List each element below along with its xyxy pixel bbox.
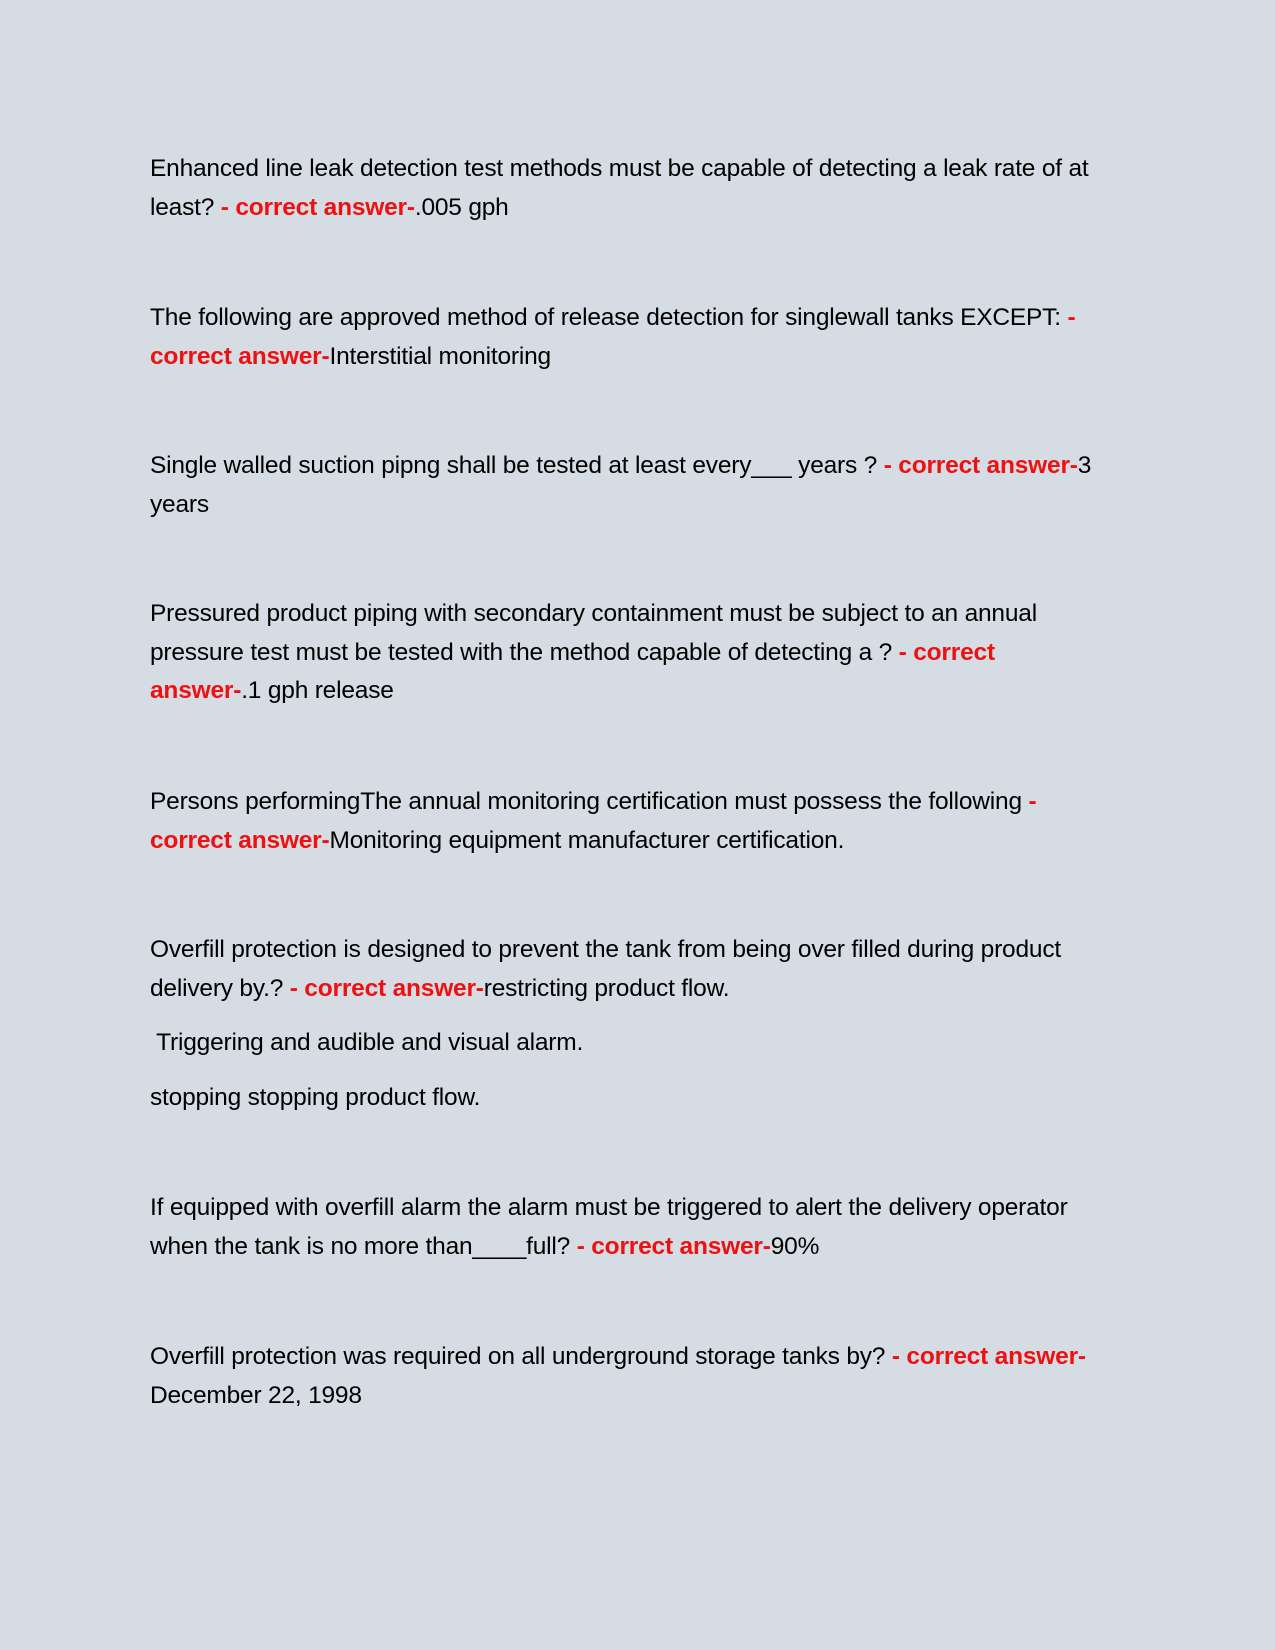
question-text: Overfill protection was required on all underground storage tanks by?	[150, 1343, 892, 1370]
answer-text: Interstitial monitoring	[329, 342, 551, 370]
question-text: The following are approved method of release detection for singlewall tanks EXCEPT:	[150, 304, 1068, 331]
correct-answer-marker: - correct answer-	[289, 974, 484, 1002]
answer-text: 90%	[770, 1232, 820, 1260]
question-text: Persons performingThe annual monitoring certification must possess the following	[150, 788, 1029, 815]
qa-item	[150, 931, 1095, 1008]
qa-item	[150, 1189, 1095, 1266]
answer-text: restricting product flow.	[483, 974, 730, 1002]
correct-answer-marker: - correct answer-	[150, 788, 1037, 854]
correct-answer-marker: - correct answer-	[150, 638, 995, 704]
answer-text: Monitoring equipment manufacturer certification.	[329, 826, 845, 854]
question-text: If equipped with overfill alarm the alarm must be triggered to alert the delivery operator when the tank is no more than____full?	[150, 1194, 1068, 1260]
qa-item	[150, 447, 1095, 524]
question-text: Single walled suction pipng shall be tested at least every___ years ?	[150, 452, 884, 479]
answer-text: .1 gph release	[241, 677, 394, 704]
qa-item	[150, 595, 1095, 711]
correct-answer-marker: - correct answer-	[883, 452, 1078, 479]
correct-answer-marker: - correct answer-	[150, 304, 1076, 370]
qa-item	[150, 783, 1095, 860]
correct-answer-marker: - correct answer-	[891, 1343, 1086, 1370]
question-text: Overfill protection is designed to prevent the tank from being over filled during product delivery by.?	[150, 936, 1061, 1002]
qa-item	[150, 299, 1095, 376]
question-text: Pressured product piping with secondary containment must be subject to an annual pressure test must be tested with the method capable of detecting a ?	[150, 600, 1037, 666]
answer-text: December 22, 1998	[150, 1381, 362, 1409]
answer-text: .005 gph	[414, 193, 509, 221]
qa-item	[150, 150, 1095, 227]
answer-extra-line: Triggering and audible and visual alarm.	[150, 1029, 584, 1056]
answer-text: 3 years	[150, 452, 1092, 518]
correct-answer-marker: - correct answer-	[220, 193, 415, 221]
question-text: Enhanced line leak detection test methods must be capable of detecting a leak rate of at least?	[150, 155, 1089, 221]
qa-item	[150, 1338, 1095, 1415]
answer-extra-line: stopping stopping product flow.	[150, 1084, 481, 1111]
correct-answer-marker: - correct answer-	[576, 1232, 771, 1260]
